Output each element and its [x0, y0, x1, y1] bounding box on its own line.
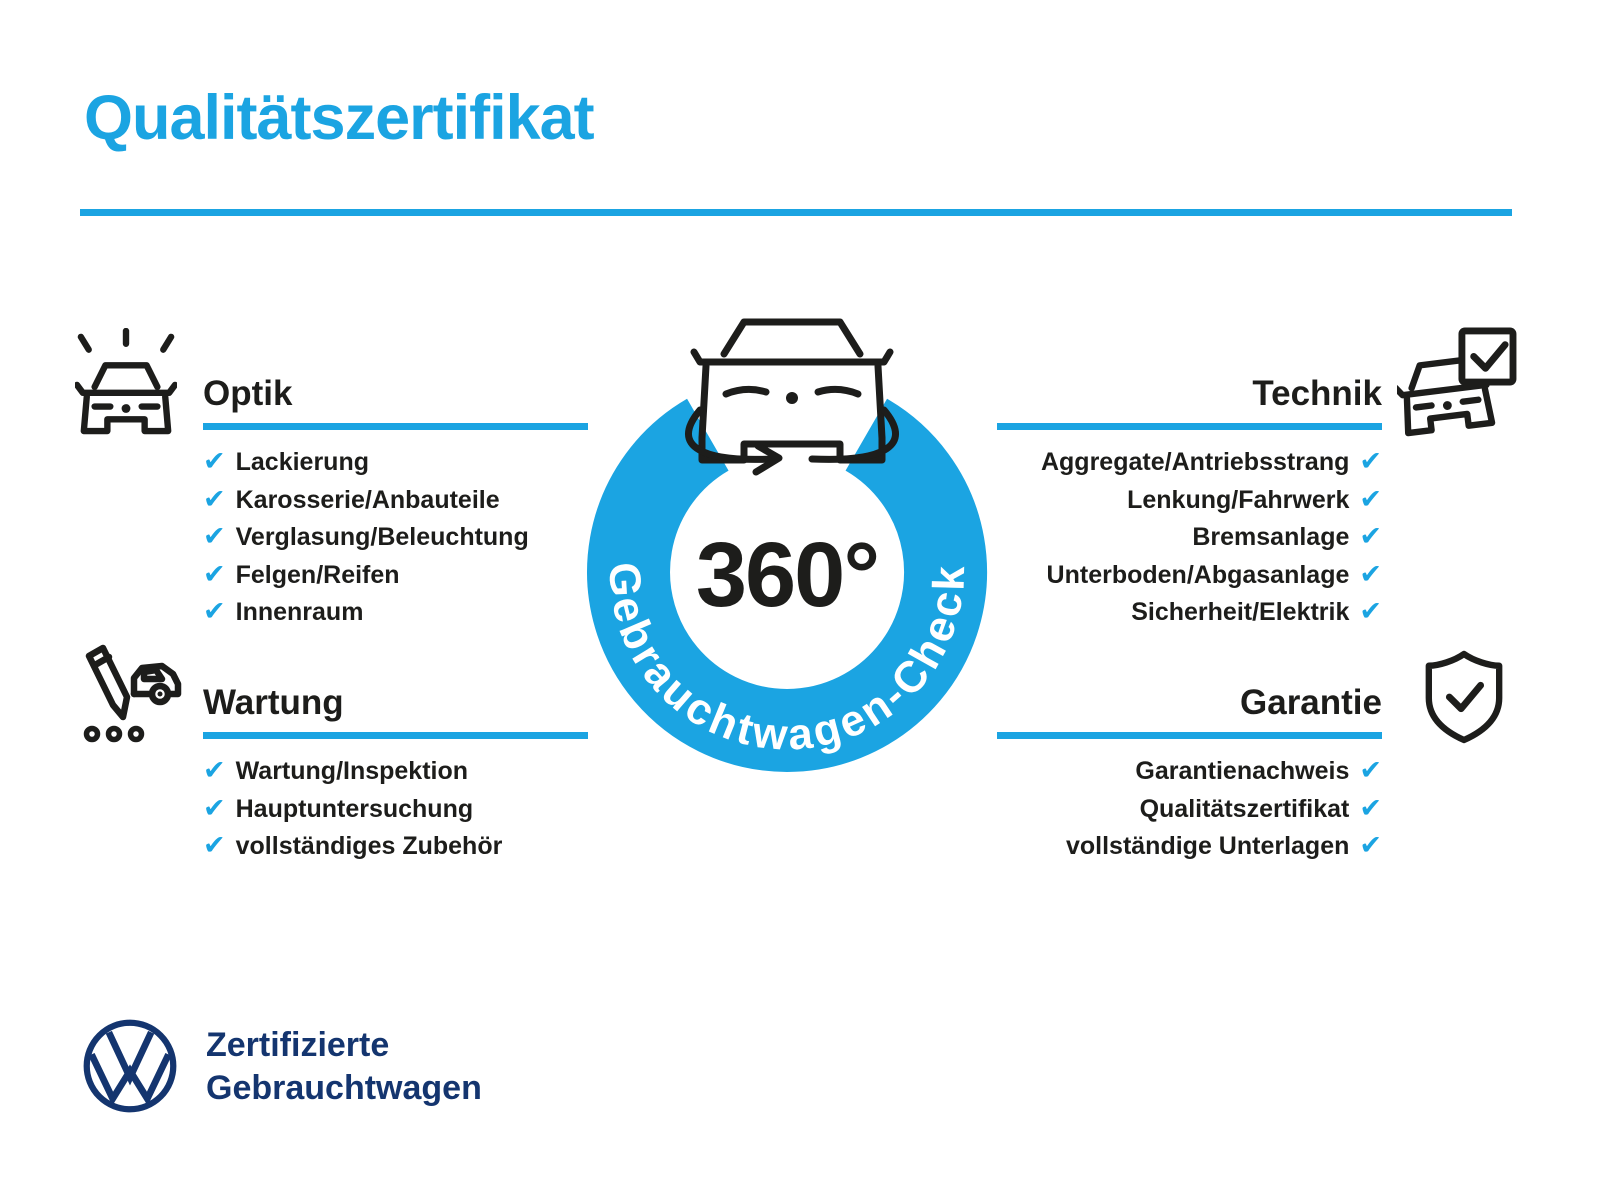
section-technik [997, 372, 1382, 632]
check-icon: ✔ [203, 558, 226, 589]
check-icon: ✔ [1359, 596, 1382, 627]
section-title-wartung: Wartung [203, 683, 344, 722]
checklist-item [997, 482, 1382, 520]
checklist-item-label: Lackierung [235, 448, 369, 477]
checklist-item-label: Verglasung/Beleuchtung [235, 523, 529, 552]
checklist-item [997, 828, 1382, 866]
check-icon: ✔ [203, 446, 226, 477]
section-garantie [997, 681, 1382, 866]
checklist-optik [203, 444, 588, 632]
checklist-item [997, 791, 1382, 829]
page-title: Qualitätszertifikat [84, 83, 594, 153]
checklist-technik [997, 444, 1382, 632]
checklist-item-label: Hauptuntersuchung [235, 794, 474, 823]
brand-wordmark [206, 1024, 482, 1110]
checklist-item-label: vollständige Unterlagen [1065, 832, 1350, 861]
checklist-item-label: Bremsanlage [1192, 523, 1350, 552]
check-icon: ✔ [203, 596, 226, 627]
checklist-item [997, 519, 1382, 557]
checklist-item [997, 594, 1382, 632]
car-checkbox-icon [1397, 327, 1517, 439]
checklist-item [203, 753, 588, 791]
badge-360-check [575, 295, 1005, 795]
check-icon: ✔ [203, 755, 226, 786]
section-wartung [203, 681, 588, 866]
checklist-wartung [203, 753, 588, 866]
title-underline [80, 209, 1512, 216]
vw-logo [80, 1016, 180, 1116]
checklist-item [997, 557, 1382, 595]
checklist-item-label: Aggregate/Antriebsstrang [1040, 448, 1350, 477]
checklist-item-label: Garantienachweis [1135, 757, 1350, 786]
checklist-item [997, 753, 1382, 791]
checklist-item [203, 482, 588, 520]
check-icon: ✔ [1359, 755, 1382, 786]
shield-check-icon [1421, 649, 1507, 745]
check-icon: ✔ [203, 830, 226, 861]
brand-line-1: Zertifizierte [206, 1026, 390, 1064]
check-icon: ✔ [1359, 483, 1382, 514]
checklist-item [203, 557, 588, 595]
checklist-item [203, 828, 588, 866]
check-icon: ✔ [1359, 521, 1382, 552]
checklist-item [203, 594, 588, 632]
section-title-technik: Technik [1252, 374, 1382, 413]
check-icon: ✔ [203, 483, 226, 514]
section-title-garantie: Garantie [1240, 683, 1382, 722]
section-underline [997, 423, 1382, 430]
check-icon: ✔ [1359, 792, 1382, 823]
checklist-item-label: vollständiges Zubehör [235, 832, 503, 861]
badge-value: 360° [695, 524, 879, 626]
check-icon: ✔ [1359, 446, 1382, 477]
check-icon: ✔ [203, 792, 226, 823]
section-underline [203, 423, 588, 430]
check-icon: ✔ [1359, 830, 1382, 861]
check-icon: ✔ [203, 521, 226, 552]
checklist-item [203, 519, 588, 557]
badge-ring-label: Gebrauchtwagen-Check [599, 561, 975, 761]
checklist-item-label: Qualitätszertifikat [1139, 794, 1350, 823]
section-underline [997, 732, 1382, 739]
checklist-item-label: Lenkung/Fahrwerk [1127, 485, 1350, 514]
checklist-item-label: Innenraum [235, 598, 364, 627]
checklist-garantie [997, 753, 1382, 866]
checklist-item [203, 791, 588, 829]
shiny-car-icon [75, 328, 177, 436]
pencil-car-service-icon [78, 642, 186, 746]
checklist-item-label: Felgen/Reifen [235, 560, 400, 589]
checklist-item-label: Wartung/Inspektion [235, 757, 469, 786]
checklist-item-label: Karosserie/Anbauteile [235, 485, 500, 514]
brand-line-2: Gebrauchtwagen [206, 1069, 482, 1107]
check-icon: ✔ [1359, 558, 1382, 589]
checklist-item [203, 444, 588, 482]
section-underline [203, 732, 588, 739]
checklist-item-label: Sicherheit/Elektrik [1131, 598, 1350, 627]
section-title-optik: Optik [203, 374, 293, 413]
section-optik [203, 372, 588, 632]
checklist-item [997, 444, 1382, 482]
checklist-item-label: Unterboden/Abgasanlage [1046, 560, 1350, 589]
